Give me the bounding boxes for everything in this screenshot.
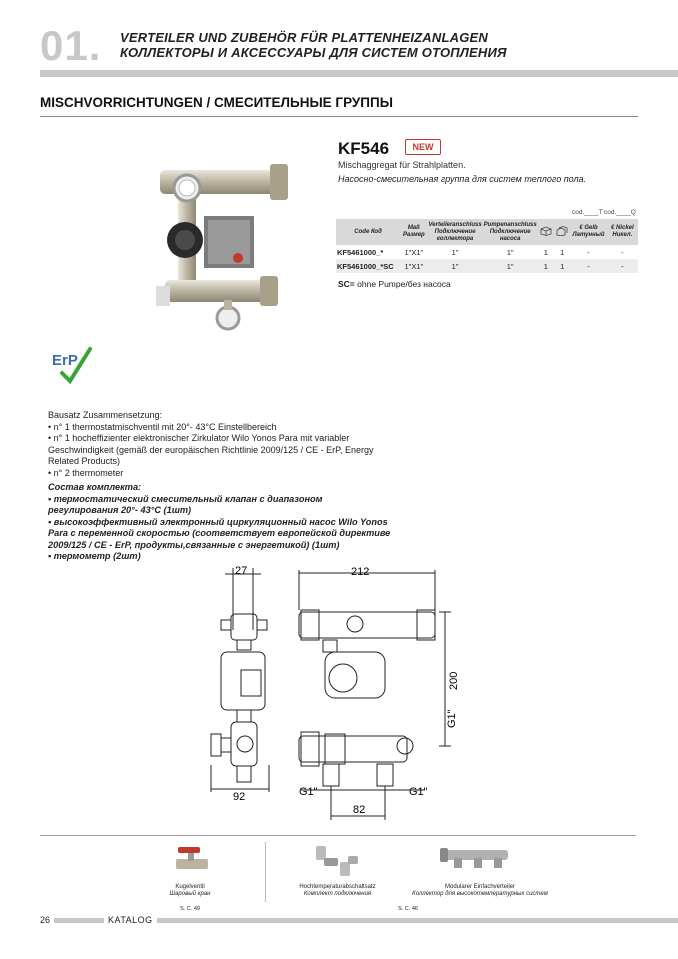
new-badge: NEW	[405, 139, 441, 155]
shutoff-kit-photo	[310, 842, 362, 880]
col-pump-conn: Pumpenanschluss Подключение насоса	[483, 219, 538, 245]
product-code: KF546	[338, 139, 390, 158]
composition-de	[48, 410, 448, 479]
box-icon	[540, 226, 552, 236]
cod-label-t: cod.____T	[572, 209, 603, 216]
composition-line: • n° 1 hocheffizienter elektronischer Zirkulator Wilo Yonos Para mit variabler	[48, 433, 350, 443]
accessory-ref: S. C. 49	[180, 906, 200, 912]
composition-line: • n° 1 thermostatmischventil mit 20°- 43°C Einstellbereich	[48, 421, 277, 432]
dim-top-side: 27	[235, 565, 248, 577]
table-cell: -	[607, 245, 638, 259]
accessory-name-de: Modularer Einfachverteiler	[444, 884, 516, 890]
chapter-number: 01.	[40, 22, 102, 69]
dim-top-front: 212	[351, 566, 370, 578]
table-cell: -	[570, 245, 606, 259]
header-bar	[40, 70, 678, 77]
composition-line: • термостатический смесительный клапан с диапазоном	[48, 493, 323, 504]
table-cell: -	[570, 259, 606, 273]
dim-g-left: G1"	[299, 786, 318, 798]
accessory-name-ru: Коллектор для высокотемпературных систем	[412, 891, 548, 897]
accessory-shutoff-kit	[280, 884, 395, 898]
table-cell: 1"	[483, 245, 538, 259]
boxes-icon	[556, 226, 568, 236]
section-divider	[40, 116, 638, 117]
spec-table	[336, 219, 638, 273]
table-cell: KF5461000_*	[336, 245, 400, 259]
product-description-de: Mischaggregat für Strahlplatten.	[338, 160, 466, 170]
composition-line: Состав комплекта:	[48, 482, 142, 492]
composition-line: Related Products)	[48, 456, 121, 466]
footnote-text: ohne Pumpe/без насоса	[354, 279, 451, 289]
col-price-yellow: € Gelb Латунный	[570, 219, 606, 245]
col-boxes-icon	[554, 219, 570, 245]
accessory-separator	[265, 842, 266, 902]
accessory-name-de: Hochtemperaturabschaltsatz	[299, 884, 376, 890]
technical-drawing	[195, 560, 465, 828]
accessory-name-de: Kugelventil	[175, 884, 205, 890]
col-price-nickel: € Nickel Никел.	[607, 219, 638, 245]
chapter-title-de: VERTEILER UND ZUBEHÖR FÜR PLATTENHEIZANLAGEN	[120, 30, 488, 45]
dim-g-right: G1"	[409, 786, 428, 798]
accessory-ball-valve	[140, 884, 240, 913]
accessory-manifold	[410, 884, 550, 898]
accessory-name-ru: Шаровый кран	[169, 891, 211, 897]
product-photo	[140, 148, 310, 338]
chapter-title-ru: КОЛЛЕКТОРЫ И АКСЕССУАРЫ ДЛЯ СИСТЕМ ОТОПЛЕНИЯ	[120, 45, 507, 60]
table-cell: -	[607, 259, 638, 273]
composition-ru	[48, 482, 448, 563]
table-row	[336, 259, 638, 273]
section-title: MISCHVORRICHTUNGEN / СМЕСИТЕЛЬНЫЕ ГРУППЫ	[40, 95, 393, 110]
dim-bottom-center: 82	[353, 804, 366, 816]
composition-line: • n° 2 thermometer	[48, 467, 124, 478]
composition-line: регулирования 20°- 43°C (1шт)	[48, 505, 192, 515]
composition-line: 2009/125 / CE - ErP, продукты,связанные с энергетикой) (1шт)	[48, 539, 340, 550]
spec-table-header	[336, 219, 638, 245]
table-cell: KF5461000_*SC	[336, 259, 400, 273]
composition-line: • термометр (2шт)	[48, 551, 141, 561]
dim-side-conn: G1"	[446, 709, 458, 728]
composition-line: Bausatz Zusammensetzung:	[48, 410, 163, 420]
table-cell: 1"X1"	[400, 259, 427, 273]
table-cell: 1	[538, 245, 554, 259]
table-footnote	[338, 279, 451, 289]
ball-valve-photo	[172, 845, 212, 875]
erp-logo	[50, 343, 92, 385]
erp-logo-text: ErP	[52, 352, 78, 369]
footnote-key: SC=	[338, 279, 355, 289]
table-cell: 1"	[483, 259, 538, 273]
col-size: Maß Размер	[400, 219, 427, 245]
accessory-name-ru: Комплект подключения	[303, 891, 372, 897]
table-row	[336, 245, 638, 259]
col-manifold-conn: Verteileranschluss Подключение коллектора	[428, 219, 483, 245]
cod-label-q: cod.____Q	[604, 209, 636, 216]
footer-label: KATALOG	[104, 915, 157, 925]
table-cell: 1"X1"	[400, 245, 427, 259]
accessory-ref: S. C. 46	[398, 906, 418, 912]
table-cell: 1"	[428, 245, 483, 259]
table-cell: 1"	[428, 259, 483, 273]
accessories-divider	[40, 835, 636, 836]
col-box-icon	[538, 219, 554, 245]
dim-height: 200	[448, 671, 460, 690]
product-description-ru: Насосно-смесительная группа для систем теплого пола.	[338, 174, 587, 184]
composition-line: Geschwindigkeit (gemäß der europäischen Richtlinie 2009/125 / CE - ErP, Energy	[48, 444, 374, 455]
composition-line: Para с переменной скоростью (соответствует европейской директиве	[48, 528, 391, 538]
composition-line: • высокоэффективный электронный циркуляционный насос Wilo Yonos	[48, 516, 388, 527]
table-cell: 1	[554, 259, 570, 273]
page-number: 26	[40, 915, 54, 925]
col-code: Code Код	[336, 219, 400, 245]
table-cell: 1	[538, 259, 554, 273]
table-cell: 1	[554, 245, 570, 259]
dim-bottom-side: 92	[233, 791, 246, 803]
manifold-photo	[440, 842, 512, 872]
